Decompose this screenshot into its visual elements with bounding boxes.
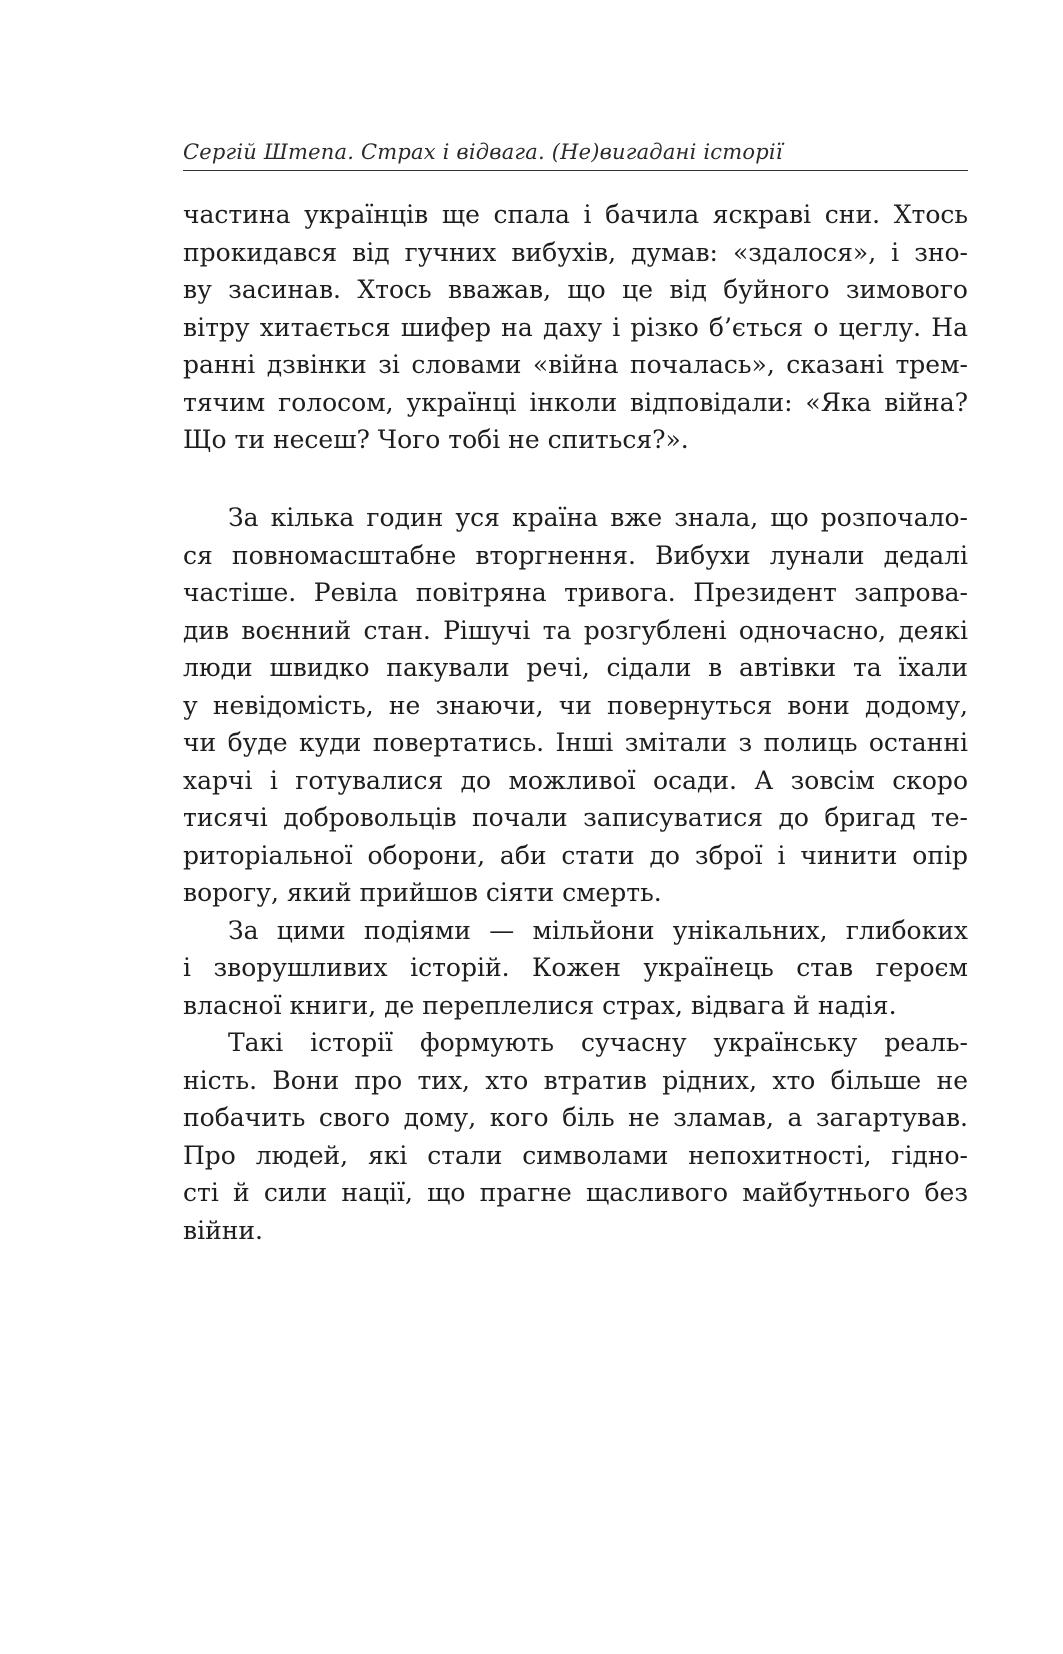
paragraph-1	[183, 196, 968, 459]
text-line: див воєнний стан. Рішучі та розгублені одночасно, деякі	[183, 615, 968, 645]
text-line: війни.	[183, 1215, 264, 1245]
running-header: Сергій Штепа. Страх і відвага. (Не)вигадані історії	[183, 140, 783, 164]
text-line: Що ти несеш? Чого тобі не спиться?».	[183, 425, 689, 454]
text-line: За кілька годин уся країна вже знала, що розпочало-	[228, 503, 968, 532]
paragraph-2	[183, 499, 968, 912]
text-line: тячим голосом, українці інколи відповідали: «Яка війна?	[183, 387, 968, 417]
text-line: прокидався від гучних вибухів, думав: «здалося», і зно-	[183, 237, 968, 267]
text-line: у невідомість, не знаючи, чи повернуться вони додому,	[183, 690, 968, 720]
text-line: побачить свого дому, кого біль не зламав, а загартував.	[183, 1103, 968, 1132]
text-line: ворогу, який прийшов сіяти смерть.	[183, 878, 662, 907]
text-line: харчі і готувалися до можливої осади. А зовсім скоро	[183, 765, 968, 795]
text-line: сті й сили нації, що прагне щасливого майбутнього без	[183, 1178, 968, 1207]
text-line: Такі історії формують сучасну українську реаль-	[228, 1028, 968, 1057]
text-line: тисячі добровольців почали записуватися до бригад те-	[183, 803, 968, 832]
paragraph-4	[183, 1024, 968, 1249]
paragraph-3	[183, 912, 968, 1025]
text-line: і зворушливих історій. Кожен українець став героєм	[183, 953, 968, 982]
text-line: ся повномасштабне вторгнення. Вибухи лунали дедалі	[183, 540, 968, 570]
text-line: чи буде куди повертатись. Інші змітали з полиць останні	[183, 728, 968, 757]
text-line: ву засинав. Хтось вважав, що це від буйного зимового	[183, 275, 968, 304]
text-line: частіше. Ревіла повітряна тривога. Президент запрова-	[183, 578, 968, 607]
text-line: риторіальної оборони, аби стати до зброї і чинити опір	[183, 840, 968, 870]
text-line: люди швидко пакували речі, сідали в автівки та їхали	[183, 653, 968, 682]
text-line: ранні дзвінки зі словами «війна почалась», сказані трем-	[183, 350, 968, 379]
text-line: частина українців ще спала і бачила яскраві сни. Хтось	[183, 200, 968, 229]
text-line: За цими подіями — мільйони унікальних, глибоких	[228, 915, 968, 945]
body-text	[183, 499, 968, 1249]
text-line: Про людей, які стали символами непохитності, гідно-	[183, 1140, 968, 1170]
text-line: власної книги, де переплелися страх, відвага й надія.	[183, 990, 897, 1020]
text-line: ність. Вони про тих, хто втратив рідних, хто більше не	[183, 1065, 968, 1095]
text-line: вітру хитається шифер на даху і різко б’ється о цеглу. На	[183, 312, 968, 342]
header-rule	[183, 170, 968, 171]
